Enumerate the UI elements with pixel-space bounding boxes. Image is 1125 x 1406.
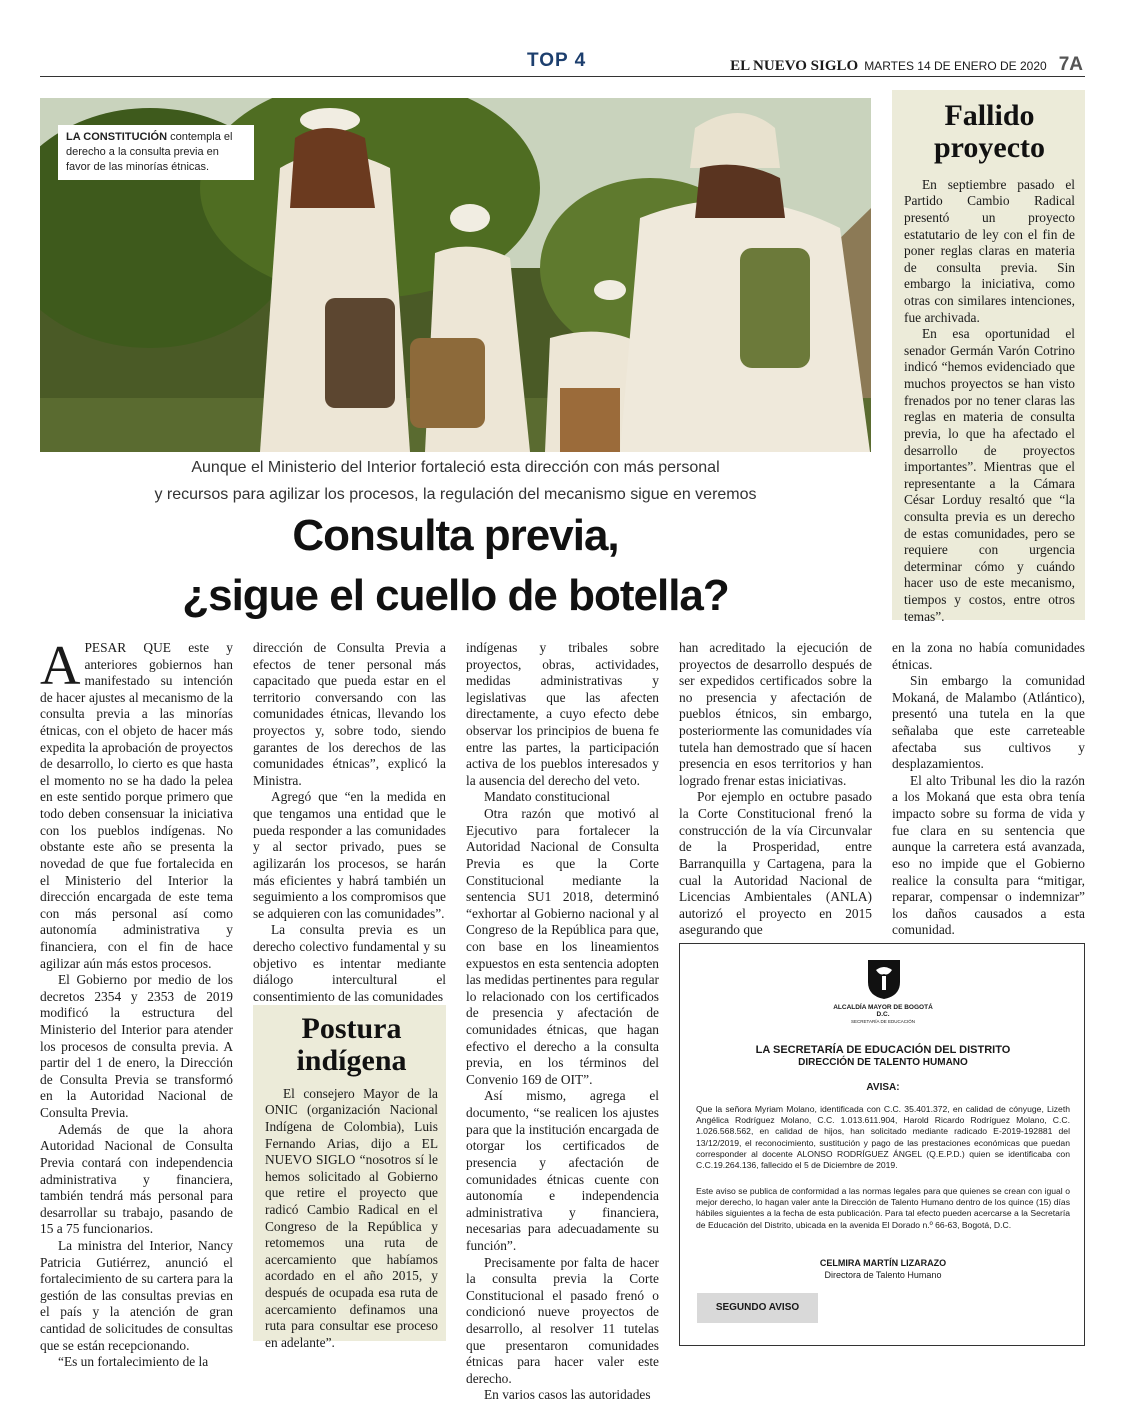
body-paragraph: dirección de Consulta Previa a efectos de tener personal más capacitado que pueda estar en el territorio conversando con las comunidades étnicas, llevando los proyectos y, sobre todo, siendo garantes de los derechos de las comunidades étnicas”, explicó la Ministra. [253,640,446,788]
body-paragraph: indígenas y tribales sobre proyectos, obras, actividades, medidas administrativas y legislativas que las afecten directamente, a cuyo efecto debe observar los principios de buena fe entre las partes, la participación activa de los pueblos interesados y la ausencia del derecho del veto. [466,640,659,788]
body-paragraph: La consulta previa es un derecho colectivo fundamental y su objetivo es intentar mediante diálogo intercultural el consentimiento de las comunidades [253,922,446,1004]
dateline: MARTES 14 DE ENERO DE 2020 [864,59,1047,73]
sidebar-postura-indigena [253,1005,446,1350]
lead-caps: PESAR QUE [84,640,171,655]
notice-avisa: AVISA: [866,1082,900,1093]
body-paragraph: Además de que la ahora Autoridad Nacional de Consulta Previa contará con independencia administrativa y financiera, también tendrá más personal para desarrollar su trabajo, pasando de 15 a 75 funcionarios. [40,1121,233,1237]
sidebar-fallido-paragraph: En septiembre pasado el Partido Cambio Radical presentó un proyecto estatutario de ley con el fin de poner reglas claras en materia de consulta previa. Sin embargo la iniciativa, como otras con similares intenciones, fue archivada. [904,176,1075,325]
legal-notice [679,943,1085,1346]
notice-paragraph: Este aviso se publica de conformidad a las normas legales para que quienes se crean con igual o mejor derecho, lo hagan valer ante la Dirección de Talento Humano dentro de los quince (15) días hábiles siguientes a la fecha de esta publicación. Para tal efecto pueden acercarse a la Secretaría de Educación del Distrito, ubicada en la avenida El Dorado n.º 66-63, Bogotá, D.C. [696,1186,1070,1230]
page-number: 7A [1058,54,1083,75]
body-paragraph: Sin embargo la comunidad Mokaná, de Malambo (Atlántico), presentó una tutela en la que señalaba que este carreteable afectaba sus cultivos y desplazamientos. [892,673,1085,772]
headline-line-1: Consulta previa, [292,511,619,560]
body-paragraph: En varios casos las autoridades [484,1387,651,1403]
sidebar-fallido-paragraph: En esa oportunidad el senador Germán Varón Cotrino indicó “hemos evidenciado que muchos proyectos se han visto frenados por no tener claras las reglas en materia de consulta previa, lo que ha afectado el desarrollo de proyectos importantes”. Mientras que el representante a la Cámara César Lorduy resaltó que “la consulta previa es un derecho de estas comunidades, pero se requiere con urgencia determinar cómo y cuándo hacer uso de este mecanismo, tiempos y costos, entre otros temas”. [904,326,1075,624]
page-header [730,54,1083,76]
body-paragraph: en la zona no había comunidades étnicas. [892,640,1085,672]
body-paragraph: Así mismo, agrega el documento, “se realicen los ajustes para que la institución encargada de otorgar los certificados de presencia y afectación de comunidades étnicas cuente con autonomía e independencia administrativa y financiera, necesarias para adecuadamente su función”. [466,1088,659,1253]
article-column-2 [253,640,446,1005]
sidebar-postura-title-1: Postura [301,1012,402,1045]
crest-sublabel: SECRETARÍA DE EDUCACIÓN [851,1019,915,1024]
sidebar-postura-paragraph: El consejero Mayor de la ONIC (organización Nacional Indígena de Colombia), Luis Fernando Arias, dijo a EL NUEVO SIGLO “nosotros sí le hemos solicitado al Gobierno que retire el proyecto que radicó Cambio Radical en el Congreso de la República y retomemos una ruta de acercamiento que habíamos acordado en el año 2015, y después de ocupada esa ruta de acercamiento definamos una ruta para consultar ese proceso en adelante”. [265,1085,438,1350]
notice-paragraph: Que la señora Myriam Molano, identificada con C.C. 35.401.372, en calidad de cónyuge, Lizeth Angélica Rodríguez Molano, C.C. 1.013.611.904, Harold Ricardo Rodríguez Molano, C.C. 1.026.568.562, en calidad de hijos, han solicitado mediante radicado E-2019-192881 del 13/12/2019, el reconocimiento, sustitución y pago de las prestaciones económicas que puedan corresponder al docente ALONSO RODRÍGUEZ ÁNGEL (Q.E.P.D.) quien se identificaba con C.C.19.264.136, fallecido el 5 de Diciembre de 2019. [696,1104,1070,1170]
subhead: Mandato constitucional [484,789,611,805]
headline-line-2: ¿sigue el cuello de botella? [182,571,729,620]
section-tag: TOP 4 [527,50,587,71]
photo-caption-text: contempla el derecho a la consulta previa en favor de las minorías étnicas. [66,131,233,173]
sidebar-fallido-title-1: Fallido [944,99,1035,132]
lead-paragraph [40,635,234,972]
notice-signer: CELMIRA MARTÍN LIZARAZO [819,1258,947,1268]
lead-text: este y anteriores gobiernos han manifestado su intención de hacer ajustes al mecanismo de la consulta previa a las minorías étnicas, con el objeto de hacer más expedita la aprobación de proyectos de desarrollo, lo cierto es que hasta el momento no se ha dado la pelea en este sentido porque primero que todo deben consensuar la iniciativa con los pueblos indígenas. No obstante este año se presenta la novedad de que fue fortalecida en el Ministerio del Interior la dirección encargada de este tema con más personal así como autonomía administrativa y financiera, con el fin de hace agilizar aún más estos procesos. [40,640,234,971]
sidebar-fallido-title-2: proyecto [933,131,1046,165]
body-paragraph: “Es un fortalecimiento de la [58,1354,209,1370]
deck-line-1: Aunque el Ministerio del Interior fortaleció esta dirección con más personal [191,459,720,476]
body-paragraph: El alto Tribunal les dio la razón a los Mokaná que esta obra tenía impacto sobre su forma de vida y fue clara en su sentencia que aunque la carretera está avanzada, eso no impide que el Gobierno realice la consulta para “mitigar, reparar, compensar o indemnizar” los daños causados a esta comunidad. [892,772,1085,938]
article-column-3 [466,640,659,1404]
drop-cap: A [40,635,81,697]
header-rule [40,76,1085,77]
crest-label: ALCALDÍA MAYOR DE BOGOTÁ D.C. [833,1004,933,1019]
bogota-crest-icon [866,958,902,1000]
sidebar-postura-title-2: indígena [296,1044,407,1078]
body-paragraph: El Gobierno por medio de los decretos 2354 y 2353 de 2019 modificó la estructura del Ministerio del Interior para atender los procesos de consulta previa. A partir del 1 de enero, la Dirección de Consulta Previa se transformó en la Autoridad Nacional de Consulta Previa. [40,972,233,1121]
sidebar-fallido-proyecto [892,90,1085,624]
notice-subtitle: DIRECCIÓN DE TALENTO HUMANO [798,1057,968,1068]
article-column-1 [40,635,234,1371]
body-paragraph: Por ejemplo en octubre pasado la Corte Constitucional frenó la construcción de la vía Circunvalar de la Prosperidad, entre Barranquilla y Cartagena, para la cual la Autoridad Nacional de Licencias Ambientales (ANLA) autorizó el proyecto en 2015 asegurando que [679,789,872,938]
masthead: EL NUEVO SIGLO [730,58,859,74]
body-paragraph: han acreditado la ejecución de proyectos de desarrollo después de ser expedidos certificados sobre la no presencia y afectación de pueblos étnicos, sin embargo, posteriormente las comunidades vía tutela han demostrado que sí hacen presencia en esos territorios y han logrado frenar estas iniciativas. [679,640,872,788]
segundo-aviso-badge: SEGUNDO AVISO [697,1293,818,1323]
body-paragraph: La ministra del Interior, Nancy Patricia Gutiérrez, anunció el fortalecimiento de su cartera para la gestión de las consultas previas en el país y la atención de gran cantidad de solicitudes de consultas que se están recepcionando. [40,1237,233,1353]
article-column-4 [679,640,872,939]
notice-signer-role: Directora de Talento Humano [824,1270,942,1280]
deck-line-2: y recursos para agilizar los procesos, la regulación del mecanismo sigue en veremos [154,486,757,503]
body-paragraph: Precisamente por falta de hacer la consulta previa la Corte Constitucional el pasado frenó o condicionó nueve proyectos de desarrollo, al resolver 11 tutelas que presentaron comunidades étnicas para hacer valer este derecho. [466,1254,659,1386]
body-paragraph: Otra razón que motivó al Ejecutivo para fortalecer la Autoridad Nacional de Consulta Previa es que la Corte Constitucional mediante la sentencia SU1 2018, determinó “exhortar al Gobierno nacional y al Congreso de la República para que, con base en los lineamientos expuestos en esta sentencia adopten las medidas pertinentes para regular lo relacionado con los certificados de presencia y afectación de comunidades étnicas, que hagan efectivo el derecho a la consulta previa, en los términos del Convenio 169 de OIT”. [466,806,659,1087]
photo-caption [58,125,254,180]
photo-caption-lead: LA CONSTITUCIÓN [66,131,168,143]
body-paragraph: Agregó que “en la medida en que tengamos una entidad que le pueda responder a las comunidades y al sector privado, pues se agilizarán los procesos, se harán más eficientes y habrá también un seguimiento a los compromisos que se adquieren con las comunidades”. [253,789,446,921]
article-column-5 [892,640,1085,939]
notice-title: LA SECRETARÍA DE EDUCACIÓN DEL DISTRITO [755,1044,1011,1056]
